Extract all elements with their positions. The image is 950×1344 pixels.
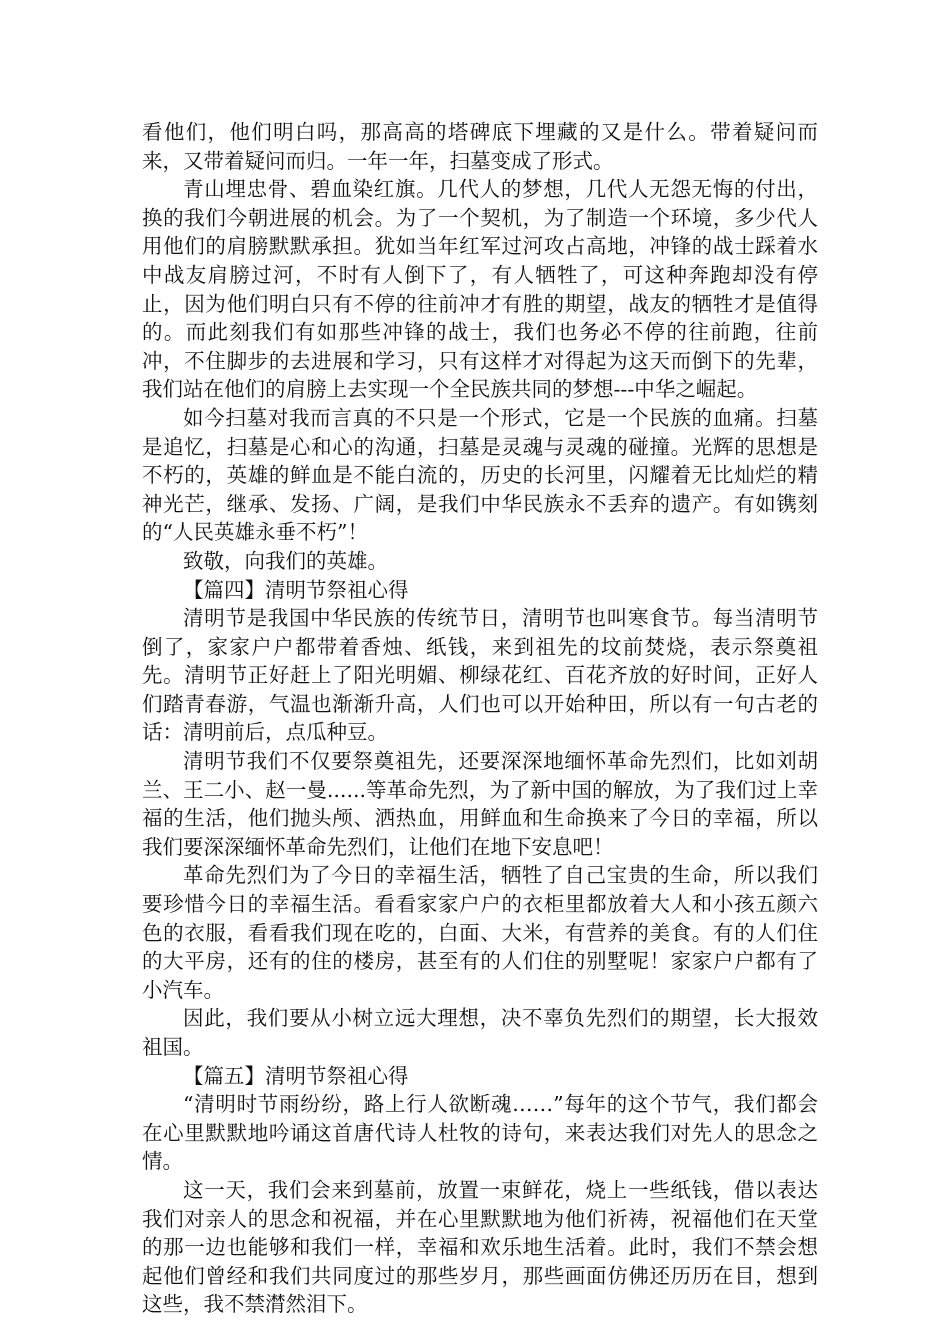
paragraph: 清明节是我国中华民族的传统节日，清明节也叫寒食节。每当清明节倒了，家家户户都带着香烛、纸钱，来到祖先的坟前焚烧，表示祭奠祖先。清明节正好赶上了阳光明媚、柳绿花红、百花齐放的好时间，正好人们踏青春游，气温也渐渐升高，人们也可以开始种田，所以有一句古老的话：清明前后，点瓜种豆。 — [142, 606, 818, 745]
paragraph: 因此，我们要从小树立远大理想，决不辜负先烈们的期望，长大报效祖国。 — [142, 1006, 818, 1059]
paragraph: 青山埋忠骨、碧血染红旗。几代人的梦想，几代人无怨无悔的付出，换的我们今朝进展的机会。为了一个契机，为了制造一个环境，多少代人用他们的肩膀默默承担。犹如当年红军过河攻占高地，冲锋的战士踩着水中战友肩膀过河，不时有人倒下了，有人牺牲了，可这种奔跑却没有停止，因为他们明白只有不停的往前冲才有胜的期望，战友的牺牲才是值得的。而此刻我们有如那些冲锋的战士，我们也务必不停的往前跑，往前冲，不住脚步的去进展和学习，只有这样才对得起为这天而倒下的先辈，我们站在他们的肩膀上去实现一个全民族共同的梦想---中华之崛起。 — [142, 177, 818, 402]
paragraph: 革命先烈们为了今日的幸福生活，牺牲了自己宝贵的生命，所以我们要珍惜今日的幸福生活。看看家家户户的衣柜里都放着大人和小孩五颜六色的衣服，看看我们现在吃的，白面、大米，有营养的美食。有的人们住的大平房，还有的住的楼房，甚至有的人们住的别墅呢！家家户户都有了小汽车。 — [142, 863, 818, 1002]
paragraph: 这一天，我们会来到墓前，放置一束鲜花，烧上一些纸钱，借以表达我们对亲人的思念和祝福，并在心里默默地为他们祈祷，祝福他们在天堂的那一边也能够和我们一样，幸福和欢乐地生活着。此时，我们不禁会想起他们曾经和我们共同度过的那些岁月，那些画面仿佛还历历在目，想到这些，我不禁潸然泪下。 — [142, 1177, 818, 1317]
paragraph: 清明节我们不仅要祭奠祖先，还要深深地缅怀革命先烈们，比如刘胡兰、王二小、赵一曼......等革命先烈，为了新中国的解放，为了我们过上幸福的生活，他们抛头颅、洒热血，用鲜血和生命换来了今日的幸福，所以我们要深深缅怀革命先烈们，让他们在地下安息吧！ — [142, 749, 818, 859]
paragraph: 致敬，向我们的英雄。 — [183, 548, 388, 573]
paragraph: 如今扫墓对我而言真的不只是一个形式，它是一个民族的血痛。扫墓是追忆，扫墓是心和心的沟通，扫墓是灵魂与灵魂的碰撞。光辉的思想是不朽的，英雄的鲜血是不能白流的，历史的长河里，闪耀着无比灿烂的精神光芒，继承、发扬、广阔，是我们中华民族永不丢弃的遗产。有如镌刻的“人民英雄永垂不朽”！ — [142, 405, 818, 545]
section-heading-part5: 【篇五】清明节祭祖心得 — [183, 1063, 409, 1088]
paragraph-continuation: 看他们，他们明白吗，那高高的塔碑底下埋藏的又是什么。带着疑问而来，又带着疑问而归。一年一年，扫墓变成了形式。 — [142, 120, 818, 173]
paragraph: “清明时节雨纷纷，路上行人欲断魂……”每年的这个节气，我们都会在心里默默地吟诵这首唐代诗人杜牧的诗句，来表达我们对先人的思念之情。 — [142, 1092, 818, 1174]
document-page — [142, 118, 818, 1319]
section-heading-part4: 【篇四】清明节祭祖心得 — [183, 577, 409, 602]
